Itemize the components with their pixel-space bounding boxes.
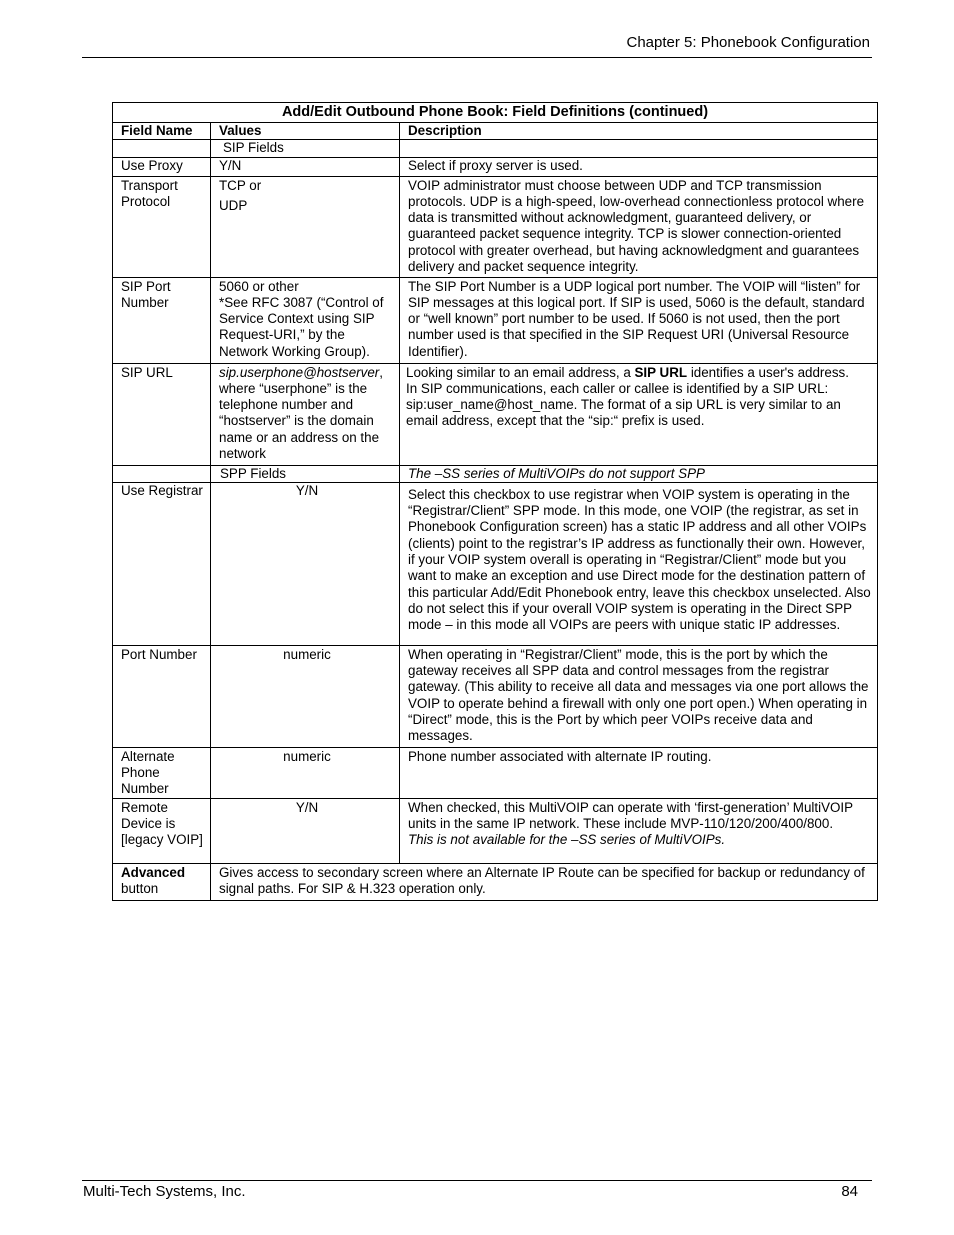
field-name-bold: Advanced [121,864,185,880]
table-row-use-registrar [113,482,878,645]
field-description: Select if proxy server is used. [400,157,878,176]
field-values: Y/N [211,798,400,863]
table-row-advanced-button [113,863,878,900]
empty-cell [113,465,211,482]
field-values [211,176,400,277]
field-values: numeric [211,645,400,747]
empty-cell [400,140,878,157]
footer-company: Multi-Tech Systems, Inc. [83,1183,246,1200]
field-name: Use Proxy [113,157,211,176]
chapter-header: Chapter 5: Phonebook Configuration [626,34,870,51]
field-description: VOIP administrator must choose between UDP and TCP transmission protocols. UDP is a high-speed, low-overhead connectionless protocol where data is transmitted without acknowledgment, guaranteed delivery, or guaranteed packet sequence integrity. TCP is slower connection-oriented protocol with greater overhead, but having acknowledgment and guarantees delivery and packet sequence integrity. [400,176,878,277]
description-text: identifies a user's address. [687,364,849,380]
field-description [400,363,878,465]
table-row-alternate-phone-number [113,747,878,798]
field-description [400,798,878,863]
section-label-sip: SIP Fields [211,140,400,157]
field-description: Select this checkbox to use registrar when VOIP system is operating in the “Registrar/Client” SPP mode. In this mode, one VOIP (the registrar, as set in Phonebook Configuration screen) has a static IP address and all other VOIPs (clients) point to the registrar’s IP address as functionally their own. However, if your VOIP system overall is operating in “Registrar/Client” mode but you want to make an exception and use Direct mode for the destination pattern of this particular Add/Edit Phonebook entry, leave this checkbox unselected. Also do not select this if your overall VOIP system is operating in the Direct SPP mode – in this mode all VOIPs are peers with unique static IP addresses. [400,482,878,645]
footer-rule [82,1180,872,1181]
table-row-spp-section [113,465,878,482]
column-header-field-name: Field Name [113,123,211,140]
table-row-sip-section [113,140,878,157]
field-name-text: button [121,881,159,897]
field-name: SIP Port Number [113,277,211,363]
field-definitions-table [112,102,878,901]
description-text: In SIP communications, each caller or callee is identified by a SIP URL: sip:user_name@host_name. The format of a sip URL is very similar to an email address, except that the “sip:“ prefix is used. [406,380,841,429]
field-values: Y/N [211,157,400,176]
values-line: 5060 or other [219,278,299,294]
table-row-remote-device [113,798,878,863]
field-name: Alternate Phone Number [113,747,211,798]
column-header-values: Values [211,123,400,140]
table-row-port-number [113,645,878,747]
field-values [211,363,400,465]
values-text: , where “userphone” is the telephone number and “hostserver” is the domain name or an address on the network [219,364,383,462]
spp-note: The –SS series of MultiVOIPs do not support SPP [400,465,878,482]
section-label-spp: SPP Fields [211,465,400,482]
values-line: UDP [219,197,248,213]
field-values: numeric [211,747,400,798]
field-values [211,277,400,363]
field-name: Use Registrar [113,482,211,645]
empty-cell [113,140,211,157]
values-line: *See RFC 3087 (“Control of Service Context using SIP Request-URI,” by the Network Working Group). [219,294,384,359]
field-values: Y/N [211,482,400,645]
table-row-use-proxy [113,157,878,176]
table-title: Add/Edit Outbound Phone Book: Field Definitions (continued) [113,103,878,123]
field-description: When operating in “Registrar/Client” mode, this is the port by which the gateway receives all SPP data and control messages from the registrar gateway. (This ability to receive all data and messages via one port allows the VOIP to operate behind a firewall with only one port open.) When operating in “Direct” mode, this is the Port by which peer VOIPs receive data and messages. [400,645,878,747]
field-description: The SIP Port Number is a UDP logical port number. The VOIP will “listen” for SIP messages at this logical port. If SIP is used, 5060 is the default, standard or “well known” port number to be used. If 5060 is not used, then the port number used is that specified in the SIP Request URI (Universal Resource Identifier). [400,277,878,363]
field-name [113,863,211,900]
field-description: Gives access to secondary screen where an Alternate IP Route can be specified for backup or redundancy of signal paths. For SIP & H.323 operation only. [211,863,878,900]
description-bold: SIP URL [634,364,688,380]
column-header-description: Description [400,123,878,140]
table-row-transport-protocol [113,176,878,277]
description-text: When checked, this MultiVOIP can operate with ‘first-generation’ MultiVOIP units in the same IP network. These include MVP-110/120/200/400/800. [408,799,853,832]
table-row-sip-port-number [113,277,878,363]
field-name: Transport Protocol [113,176,211,277]
field-name: SIP URL [113,363,211,465]
values-line: TCP or [219,177,262,193]
field-name: Remote Device is [legacy VOIP] [113,798,211,863]
field-description: Phone number associated with alternate IP routing. [400,747,878,798]
sip-url-example: sip.userphone@hostserver [219,364,380,380]
header-rule [82,57,872,58]
field-name: Port Number [113,645,211,747]
description-text: Looking similar to an email address, a [406,364,635,380]
table-row-sip-url [113,363,878,465]
description-note: This is not available for the –SS series of MultiVOIPs. [408,832,726,848]
page-number: 84 [841,1183,858,1200]
